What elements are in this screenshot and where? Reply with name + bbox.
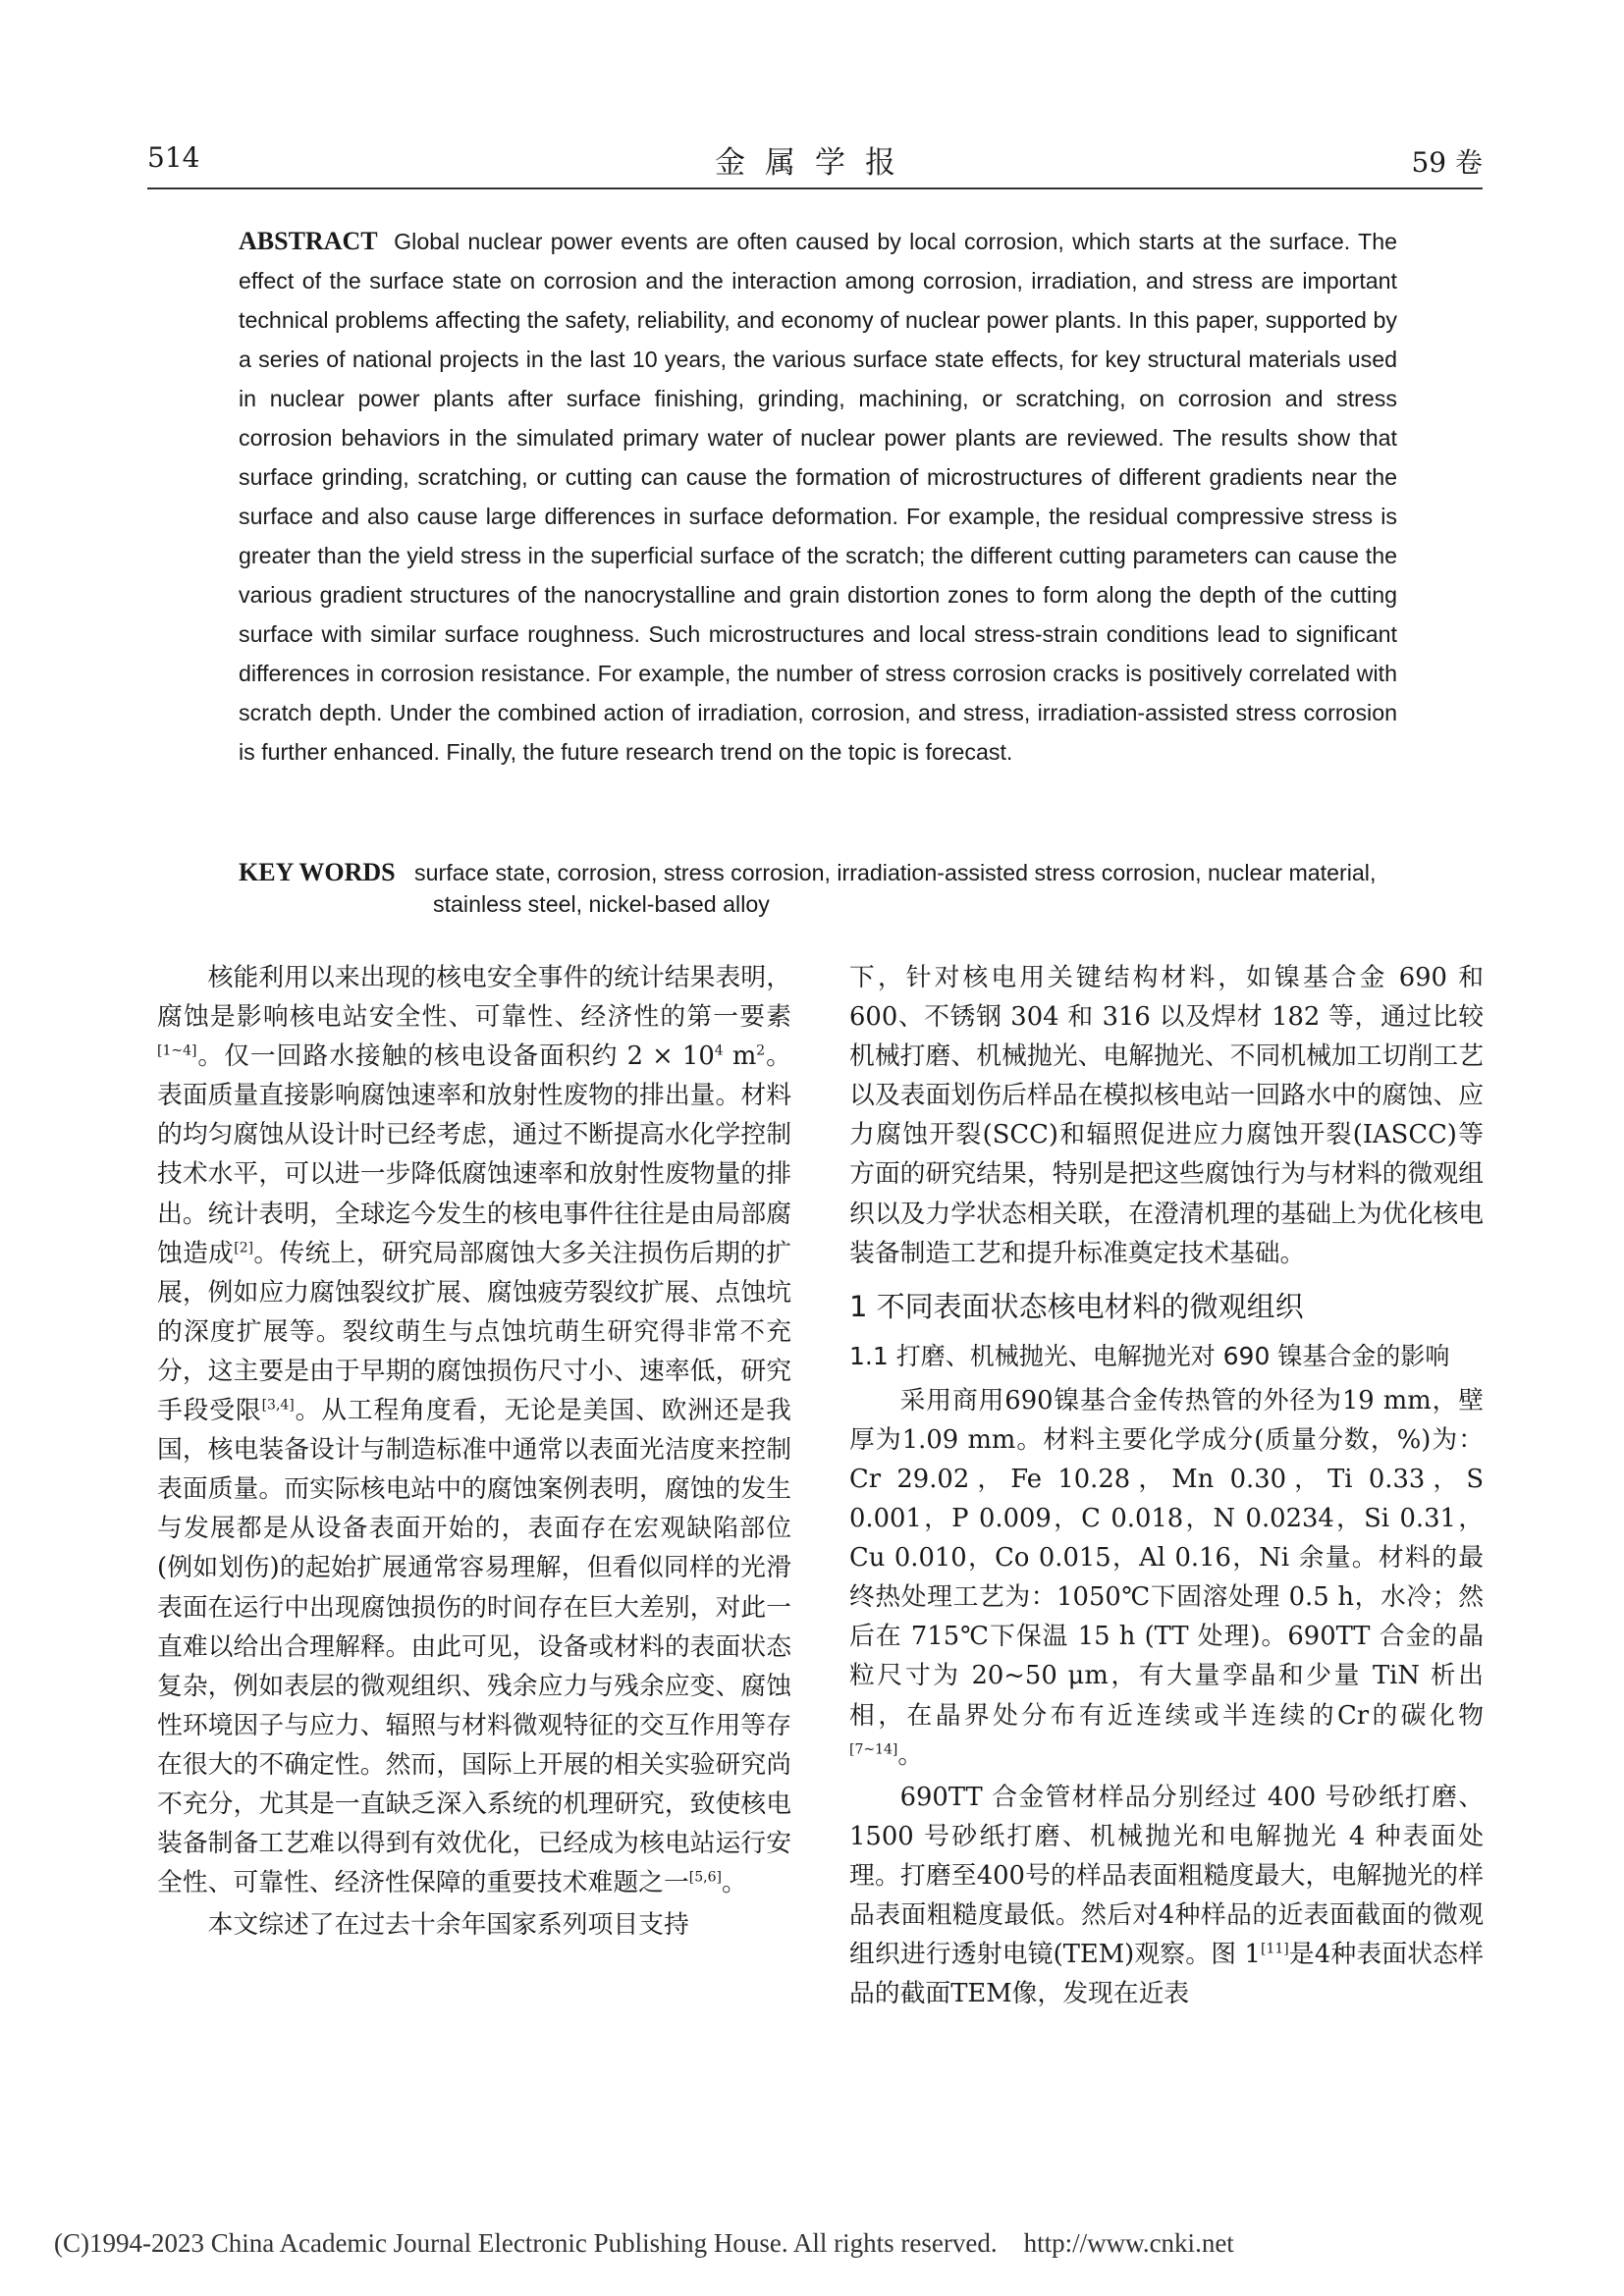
journal-title: 金属学报 [715, 145, 915, 181]
abstract [239, 222, 1397, 772]
paragraph-surface-treatment: 690TT 合金管材样品分别经过 400 号砂纸打磨、1500 号砂纸打磨、机械抛光和电解抛光 4 种表面处理。打磨至400号的样品表面粗糙度最大，电解抛光的样品表面粗糙度最低。然后对4种样品的近表面截面的微观组织进行透射电镜(TEM)观察。图 1[11]是4种表面状态样品的截面TEM像，发现在近表 [849, 1782, 1484, 2009]
volume-label: 59 卷 [1411, 146, 1483, 179]
paragraph-intro: 核能利用以来出现的核电安全事件的统计结果表明，腐蚀是影响核电站安全性、可靠性、经济性的第一要素[1~4]。仅一回路水接触的核电设备面积约 $2 \times 10^4$ $m^2$。表面质量直接影响腐蚀速率和放射性废物的排出量。材料的均匀腐蚀从设计时已经考虑，通过不断提高水化学控制技术水平，可以进一步降低腐蚀速率和放射性废物量的排出。统计表明，全球迄今发生的核电事件往往是由局部腐蚀造成[2]。传统上，研究局部腐蚀大多关注损伤后期的扩展，例如应力腐蚀裂纹扩展、腐蚀疲劳裂纹扩展、点蚀坑的深度扩展等。裂纹萌生与点蚀坑萌生研究得非常不充分，这主要是由于早期的腐蚀损伤尺寸小、速率低，研究手段受限[3,4]。从工程角度看，无论是美国、欧洲还是我国，核电装备设计与制造标准中通常以表面光洁度来控制表面质量。而实际核电站中的腐蚀案例表明，腐蚀的发生与发展都是从设备表面开始的，表面存在宏观缺陷部位(例如划伤)的起始扩展通常容易理解，但看似同样的光滑表面在运行中出现腐蚀损伤的时间存在巨大差别，对此一直难以给出合理解释。由此可见，设备或材料的表面状态复杂，例如表层的微观组织、残余应力与残余应变、腐蚀性环境因子与应力、辐照与材料微观特征的交互作用等存在很大的不确定性。然而，国际上开展的相关实验研究尚不充分，尤其是一直缺乏深入系统的机理研究，致使核电装备制备工艺难以得到有效优化，已经成为核电站运行安全性、可靠性、经济性保障的重要技术难题之一[5,6]。 [157, 963, 791, 1898]
abstract-label: ABSTRACT [239, 227, 378, 255]
footer-link[interactable]: http://www.cnki.net [1023, 2228, 1234, 2258]
right-column [849, 958, 1484, 2013]
running-header [147, 137, 1483, 185]
citation[interactable]: [7~14] [849, 1741, 898, 1757]
subsection-heading: 1.1 打磨、机械抛光、电解抛光对 690 镍基合金的影响 [849, 1341, 1450, 1370]
footer [54, 2228, 1586, 2259]
paragraph-summary-cont: 下，针对核电用关键结构材料，如镍基合金 690 和 600、不锈钢 304 和 316 以及焊材 182 等，通过比较机械打磨、机械抛光、电解抛光、不同机械加工切削工艺以及表面划伤后样品在模拟核电站一回路水中的腐蚀、应力腐蚀开裂(SCC)和辐照促进应力腐蚀开裂(IASCC)等方面的研究结果，特别是把这些腐蚀行为与材料的微观组织以及力学状态相关联，在澄清机理的基础上为优化核电装备制造工艺和提升标准奠定技术基础。 [849, 963, 1484, 1268]
page-number: 514 [147, 141, 200, 174]
paragraph-material: 采用商用690镍基合金传热管的外径为19 mm，壁厚为1.09 mm。材料主要化学成分(质量分数，%)为：Cr 29.02，Fe 10.28，Mn 0.30，Ti 0.33，S 0.001，P 0.009，C 0.018，N 0.0234，Si 0.31，Cu 0.010，Co 0.015，Al 0.16，Ni 余量。材料的最终热处理工艺为：1050℃下固溶处理 0.5 h，水冷；然后在 715℃下保温 15 h (TT 处理)。690TT 合金的晶粒尺寸为 20~50 μm，有大量孪晶和少量 TiN 析出相，在晶界处分布有近连续或半连续的Cr的碳化物[7~14]。 [849, 1385, 1484, 1770]
keywords-text: surface state, corrosion, stress corrosion, irradiation-assisted stress corrosion, nuclear material, stainless steel, nickel-based alloy [413, 860, 1377, 917]
citation[interactable]: [3,4] [261, 1397, 295, 1414]
citation[interactable]: [2] [234, 1240, 254, 1256]
header-rule [147, 187, 1483, 189]
copyright-text: (C)1994-2023 China Academic Journal Electronic Publishing House. All rights reserved. [54, 2228, 998, 2258]
section-heading: 1 不同表面状态核电材料的微观组织 [849, 1289, 1304, 1323]
citation[interactable]: [5,6] [688, 1869, 722, 1886]
keywords-label: KEY WORDS [239, 858, 396, 886]
abstract-text: Global nuclear power events are often caused by local corrosion, which starts at the surface. The effect of the surface state on corrosion and the interaction among corrosion, irradiation, and stress are important technical problems affecting the safety, reliability, and economy of nuclear power plants. In this paper, supported by a series of national projects in the last 10 years, the various surface state effects, for key structural materials used in nuclear power plants after surface finishing, grinding, machining, or scratching, on corrosion and stress corrosion behaviors in the simulated primary water of nuclear power plants are reviewed. The results show that surface grinding, scratching, or cutting can cause the formation of microstructures of different gradients near the surface and also cause large differences in surface deformation. For example, the residual compressive stress is greater than the yield stress in the superficial surface of the scratch; the different cutting parameters can cause the various gradient structures of the nanocrystalline and grain distortion zones to form along the depth of the cutting surface with similar surface roughness. Such microstructures and local stress-strain conditions lead to significant differences in corrosion resistance. For example, the number of stress corrosion cracks is positively correlated with scratch depth. Under the combined action of irradiation, corrosion, and stress, irradiation-assisted stress corrosion is further enhanced. Finally, the future research trend on the topic is forecast. [239, 229, 1397, 765]
paragraph-summary-start: 本文综述了在过去十余年国家系列项目支持 [207, 1910, 689, 1941]
keywords [239, 857, 1397, 920]
citation[interactable]: [1~4] [157, 1042, 197, 1059]
left-column [157, 958, 791, 1945]
citation[interactable]: [11] [1260, 1941, 1289, 1957]
